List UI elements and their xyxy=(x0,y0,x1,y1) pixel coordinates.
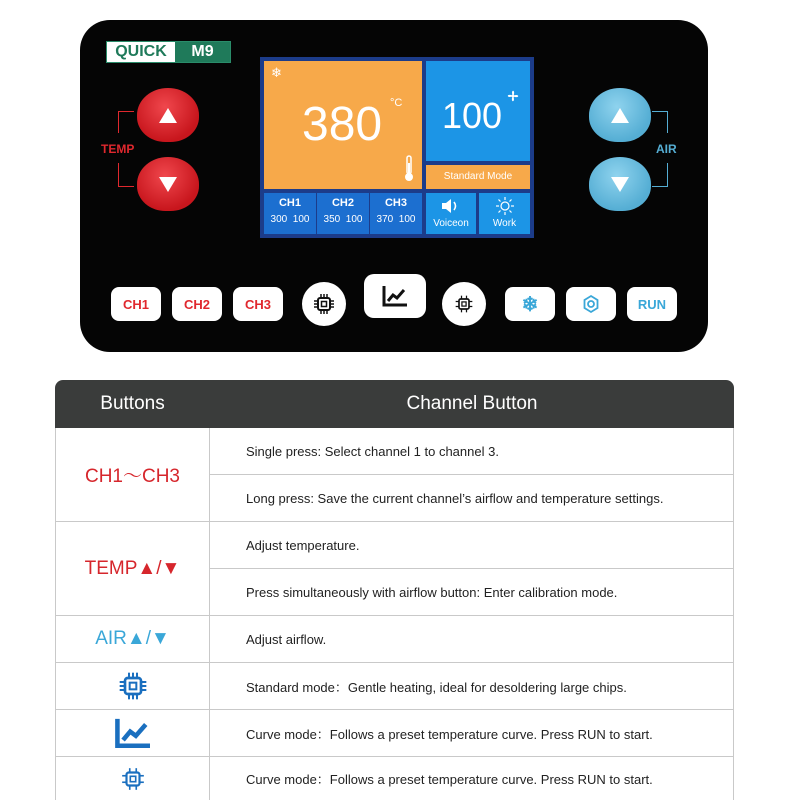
chip-desc-text: Standard mode：Gentle heating, ideal for desoldering large chips. xyxy=(246,679,627,695)
button-description-table xyxy=(55,380,734,800)
row-ch-label xyxy=(55,428,210,522)
airflow-value: 100 xyxy=(442,95,503,136)
quick-m9-logo xyxy=(106,41,231,63)
table-header xyxy=(55,380,734,428)
screen-channel-temp: 370 xyxy=(376,214,394,225)
ch-desc-2-text: Long press: Save the current channel’s airflow and temperature settings. xyxy=(246,490,664,506)
run-button[interactable] xyxy=(627,287,677,321)
temp-bracket-top xyxy=(118,111,134,133)
work-label: Work xyxy=(492,218,517,229)
screen-channel-name: CH2 xyxy=(331,197,354,209)
row-temp-desc-1 xyxy=(209,522,734,569)
screen-channel-temp: 350 xyxy=(323,214,341,225)
run-button-label: RUN xyxy=(637,296,667,312)
temp-label: TEMP xyxy=(101,142,135,156)
air-label: AIR xyxy=(656,142,677,156)
ch3-button[interactable] xyxy=(233,287,283,321)
row-chip2-label xyxy=(55,757,210,800)
chip-icon xyxy=(312,292,336,316)
row-air-label xyxy=(55,616,210,663)
ch3-button-label: CH3 xyxy=(244,296,271,312)
logo-model: M9 xyxy=(175,42,230,62)
screen-channel-name: CH1 xyxy=(278,197,301,209)
row-temp-desc-2 xyxy=(209,569,734,616)
temp-desc-1-text: Adjust temperature. xyxy=(246,537,360,553)
down-arrow-icon xyxy=(159,177,177,192)
screen-channel-air: 100 xyxy=(292,214,310,225)
mode-indicator: Standard Mode xyxy=(426,165,530,189)
ch1-button[interactable] xyxy=(111,287,161,321)
speaker-icon xyxy=(440,197,462,215)
row-temp-label xyxy=(55,522,210,616)
small-chip-icon xyxy=(120,766,146,792)
voice-label: Voiceon xyxy=(433,218,469,229)
small-chip-icon xyxy=(454,294,474,314)
row-curve-label xyxy=(55,710,210,757)
standard-mode-button[interactable] xyxy=(302,282,346,326)
header-channel-button: Channel Button xyxy=(406,393,538,414)
temp-unit: °C xyxy=(390,97,403,109)
temp-label-text: TEMP▲/▼ xyxy=(84,557,181,579)
chip2-desc-text: Curve mode：Follows a preset temperature curve. Press RUN to start. xyxy=(246,772,653,787)
header-buttons: Buttons xyxy=(100,393,165,414)
air-up-button[interactable] xyxy=(589,88,651,142)
temp-up-button[interactable] xyxy=(137,88,199,142)
screen-channel-temp: 300 xyxy=(270,214,288,225)
row-chip2-desc xyxy=(209,757,734,800)
row-air-desc xyxy=(209,616,734,663)
row-chip-desc xyxy=(209,663,734,710)
row-chip-label xyxy=(55,663,210,710)
screen-channel-air: 100 xyxy=(398,214,416,225)
row-ch-desc-2 xyxy=(209,475,734,522)
thermometer-icon xyxy=(403,155,415,183)
chip-mode-button[interactable] xyxy=(442,282,486,326)
screen-channel-name: CH3 xyxy=(384,197,407,209)
air-bracket-top xyxy=(652,111,668,133)
curve-chart-icon xyxy=(113,716,153,750)
settings-button[interactable] xyxy=(566,287,616,321)
sun-icon xyxy=(495,197,515,215)
fan-icon xyxy=(506,89,520,103)
screen-channel-1 xyxy=(264,193,316,234)
row-curve-desc xyxy=(209,710,734,757)
screen-channel-2 xyxy=(317,193,369,234)
gear-icon xyxy=(581,294,601,314)
air-label-text: AIR▲/▼ xyxy=(95,628,170,649)
temp-down-button[interactable] xyxy=(137,157,199,211)
down-arrow-icon xyxy=(611,177,629,192)
ch1-button-label: CH1 xyxy=(122,296,149,312)
ch-label-text: CH1〜CH3 xyxy=(84,466,181,487)
row-ch-desc-1 xyxy=(209,428,734,475)
temp-desc-2-text: Press simultaneously with airflow button: Enter calibration mode. xyxy=(246,584,618,600)
ch2-button[interactable] xyxy=(172,287,222,321)
curve-desc-text: Curve mode：Follows a preset temperature curve. Press RUN to start. xyxy=(246,726,653,742)
chip-icon xyxy=(117,670,149,702)
lcd-screen xyxy=(260,57,534,238)
curve-mode-button[interactable] xyxy=(364,274,426,318)
temperature-panel xyxy=(264,61,422,189)
up-arrow-icon xyxy=(159,108,177,123)
logo-brand: QUICK xyxy=(107,42,175,62)
work-indicator xyxy=(479,193,530,234)
air-down-button[interactable] xyxy=(589,157,651,211)
air-desc-text: Adjust airflow. xyxy=(246,631,327,647)
cool-button[interactable] xyxy=(505,287,555,321)
temperature-value: 380 xyxy=(302,98,383,151)
up-arrow-icon xyxy=(611,108,629,123)
air-bracket-bottom xyxy=(652,163,668,187)
ch-desc-1-text: Single press: Select channel 1 to channel 3. xyxy=(246,443,499,459)
ch2-button-label: CH2 xyxy=(183,296,210,312)
curve-chart-icon xyxy=(381,284,409,308)
airflow-panel xyxy=(426,61,530,161)
snowflake-icon: ❄ xyxy=(521,293,539,316)
screen-channel-3 xyxy=(370,193,422,234)
snowflake-icon: ❄ xyxy=(271,65,282,80)
temp-bracket-bottom xyxy=(118,163,134,187)
voice-indicator xyxy=(426,193,476,234)
screen-channel-air: 100 xyxy=(345,214,363,225)
